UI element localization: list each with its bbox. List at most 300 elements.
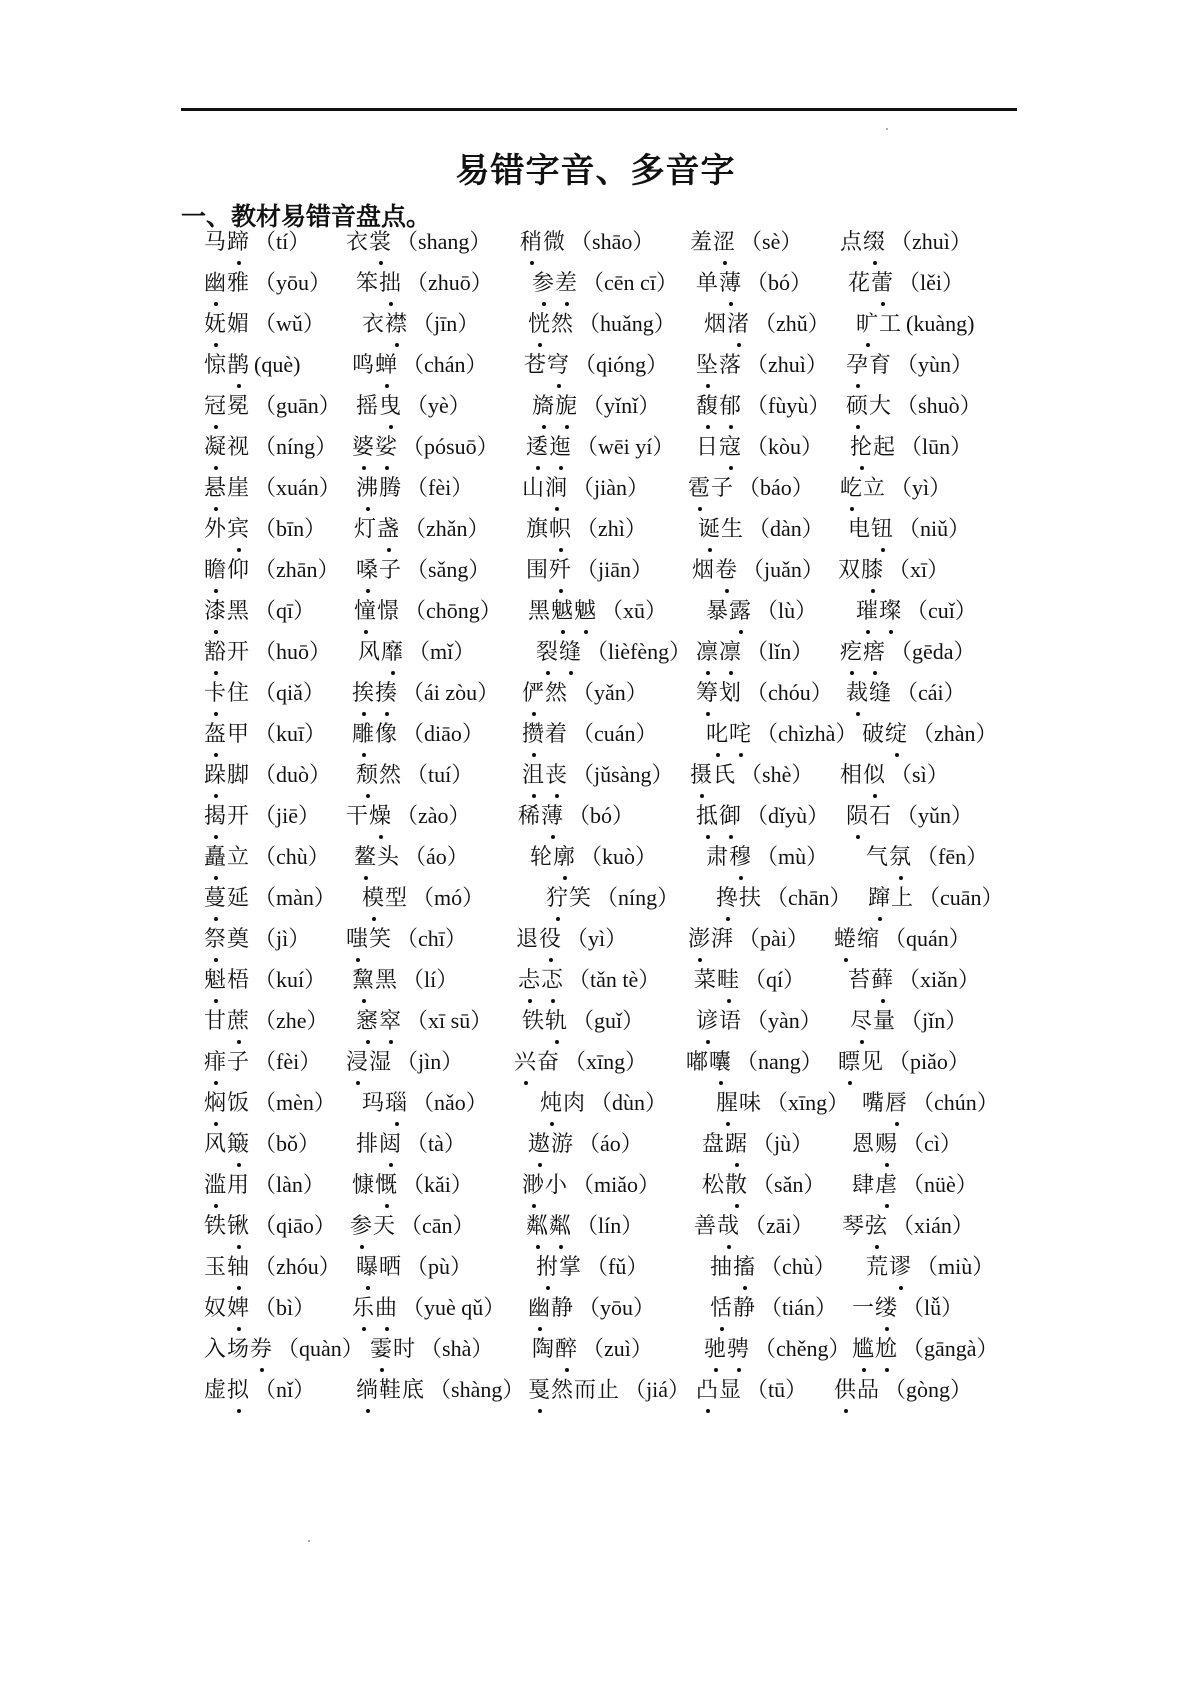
emphasis-dot-char: 痱	[204, 1048, 227, 1078]
emphasis-dot-char: 燥	[369, 802, 392, 832]
vocab-word	[356, 1378, 425, 1403]
vocab-pinyin: （mǐ）	[408, 639, 476, 664]
vocab-item	[856, 309, 974, 340]
vocab-word	[852, 1337, 898, 1362]
vocab-pinyin: （shāo）	[570, 229, 655, 254]
emphasis-dot-char: 御	[719, 802, 742, 832]
emphasis-dot-char: 参	[532, 269, 555, 299]
word-char: 惊	[204, 353, 228, 378]
word-char: 鞋	[379, 1378, 403, 1403]
vocab-pinyin: （xīng）	[766, 1090, 850, 1115]
vocab-item	[352, 678, 499, 709]
vocab-item	[536, 637, 691, 668]
emphasis-dot-char: 璀	[856, 597, 879, 627]
vocab-word	[204, 1009, 250, 1034]
vocab-row	[0, 309, 1191, 349]
vocab-pinyin: （dùn）	[590, 1090, 668, 1115]
emphasis-dot-char: 颓	[356, 761, 379, 791]
vocab-item	[354, 514, 490, 545]
vocab-item	[716, 883, 852, 914]
vocab-word	[352, 681, 398, 706]
vocab-item	[528, 1129, 643, 1160]
emphasis-dot-char: 鳌	[354, 843, 377, 873]
vocab-pinyin: （kǎi）	[402, 1172, 473, 1197]
vocab-pinyin: （kòu）	[746, 434, 824, 459]
emphasis-dot-char: 尴	[852, 1335, 875, 1365]
vocab-pinyin: （yǐnǐ）	[582, 393, 661, 418]
word-char: 虚	[204, 1378, 228, 1403]
vocab-item	[848, 268, 964, 299]
vocab-pinyin: （xiǎn）	[898, 967, 980, 992]
emphasis-dot-char: 渚	[727, 310, 750, 340]
vocab-word	[840, 230, 886, 255]
emphasis-dot-char: 郁	[719, 392, 742, 422]
emphasis-dot-char: 拊	[536, 1253, 559, 1283]
word-char: 量	[873, 1009, 897, 1034]
vocab-row	[0, 719, 1191, 759]
word-char: 琴	[842, 1214, 866, 1239]
vocab-item	[704, 1334, 851, 1365]
emphasis-dot-char: 蜷	[834, 925, 857, 955]
word-char: 落	[719, 353, 743, 378]
emphasis-dot-char: 幽	[528, 1294, 551, 1324]
vocab-word	[204, 517, 250, 542]
emphasis-dot-char: 唇	[885, 1089, 908, 1119]
vocab-word	[866, 1255, 912, 1280]
emphasis-dot-char: 粼	[526, 1212, 549, 1242]
emphasis-dot-char: 硕	[846, 392, 869, 422]
vocab-row	[0, 1334, 1191, 1374]
emphasis-dot-char: 闼	[379, 1130, 402, 1160]
vocab-word	[840, 763, 886, 788]
vocab-word	[846, 394, 892, 419]
vocab-pinyin: （lǚ）	[902, 1295, 964, 1320]
vocab-pinyin: （zhóu）	[254, 1254, 341, 1279]
word-char: 陶	[532, 1337, 556, 1362]
vocab-pinyin: （yùn）	[896, 352, 974, 377]
vocab-row	[0, 760, 1191, 800]
vocab-pinyin: （màn）	[254, 885, 336, 910]
emphasis-dot-char: 嗓	[356, 556, 379, 586]
vocab-word	[838, 1050, 884, 1075]
word-char: 灯	[354, 517, 378, 542]
vocab-word	[522, 1009, 568, 1034]
vocab-item	[526, 514, 647, 545]
word-char: 恩	[852, 1132, 876, 1157]
vocab-item	[362, 309, 479, 340]
emphasis-dot-char: 虐	[875, 1171, 898, 1201]
vocab-pinyin: （zhǎn）	[404, 516, 490, 541]
vocab-word	[846, 804, 892, 829]
vocab-item	[356, 268, 493, 299]
vocab-pinyin: （guān）	[254, 393, 341, 418]
vocab-item	[706, 596, 817, 627]
vocab-pinyin: （shàng）	[429, 1377, 525, 1402]
word-char: 排	[356, 1132, 380, 1157]
vocab-word	[530, 845, 576, 870]
vocab-pinyin: （fèi）	[254, 1049, 322, 1074]
vocab-word	[694, 1214, 740, 1239]
vocab-item	[834, 1375, 972, 1406]
vocab-pinyin: （bó）	[568, 803, 635, 828]
vocab-word	[716, 1091, 762, 1116]
vocab-pinyin: （chù）	[254, 844, 330, 869]
word-char: 黑	[375, 968, 399, 993]
vocab-pinyin: （zhuì）	[746, 352, 828, 377]
emphasis-dot-char: 蹄	[227, 228, 250, 258]
emphasis-dot-char: 娑	[375, 433, 398, 463]
vocab-pinyin: （huō）	[254, 639, 332, 664]
vocab-word	[346, 927, 392, 952]
vocab-word	[204, 312, 250, 337]
emphasis-dot-char: 丧	[545, 761, 568, 791]
emphasis-dot-char: 赐	[875, 1130, 898, 1160]
word-char: 花	[848, 271, 872, 296]
vocab-pinyin: （xī）	[888, 557, 950, 582]
emphasis-dot-char: 涩	[713, 228, 736, 258]
vocab-item	[522, 678, 648, 709]
vocab-row	[0, 1170, 1191, 1210]
word-char: 用	[227, 1173, 251, 1198]
vocab-item	[688, 924, 809, 955]
vocab-word	[688, 476, 734, 501]
vocab-word	[204, 927, 250, 952]
vocab-item	[528, 1375, 690, 1406]
word-char: 仰	[227, 558, 251, 583]
word-char: 然	[379, 763, 403, 788]
vocab-word	[526, 517, 572, 542]
word-char: 铁	[204, 1214, 228, 1239]
vocab-pinyin: （chóu）	[746, 680, 833, 705]
vocab-pinyin: （bì）	[254, 1295, 316, 1320]
vocab-pinyin: （yè）	[406, 393, 471, 418]
vocab-item	[698, 514, 824, 545]
vocab-word	[846, 353, 892, 378]
vocab-pinyin: （nüè）	[902, 1172, 978, 1197]
vocab-word	[540, 1091, 586, 1116]
vocab-pinyin: （sè）	[740, 229, 803, 254]
vocab-word	[528, 1132, 574, 1157]
vocab-item	[356, 1252, 472, 1283]
emphasis-dot-char: 钮	[871, 515, 894, 545]
word-char: 子	[379, 558, 403, 583]
vocab-word	[696, 271, 742, 296]
vocab-item	[540, 1088, 667, 1119]
vocab-pinyin: （bǒ）	[254, 1131, 321, 1156]
vocab-item	[204, 719, 326, 750]
vocab-item	[204, 309, 325, 340]
vocab-item	[356, 1375, 524, 1406]
vocab-pinyin: （jìn）	[396, 1049, 464, 1074]
vocab-pinyin: （juǎn）	[742, 557, 824, 582]
vocab-pinyin: （chìzhà）	[756, 721, 858, 746]
vocab-word	[532, 394, 578, 419]
emphasis-dot-char: 炖	[540, 1089, 563, 1119]
vocab-word	[522, 763, 568, 788]
word-char: 像	[375, 722, 399, 747]
word-char: 味	[739, 1091, 763, 1116]
emphasis-dot-char: 屹	[840, 474, 863, 504]
vocab-word	[204, 1173, 250, 1198]
emphasis-dot-char: 曳	[379, 392, 402, 422]
vocab-item	[204, 1375, 315, 1406]
emphasis-dot-char: 揍	[375, 679, 398, 709]
vocab-word	[356, 1255, 402, 1280]
vocab-pinyin: （ái zòu）	[402, 680, 500, 705]
vocab-pinyin: （mèn）	[254, 1090, 336, 1115]
vocab-pinyin: （fēn）	[916, 844, 989, 869]
emphasis-dot-char: 廓	[553, 843, 576, 873]
vocab-word	[352, 435, 398, 460]
vocab-word	[204, 435, 250, 460]
emphasis-dot-char: 孕	[846, 351, 869, 381]
word-char: 延	[227, 886, 251, 911]
word-char: 品	[857, 1378, 881, 1403]
word-char: 甘	[204, 1009, 228, 1034]
vocab-pinyin: （yì）	[890, 475, 952, 500]
vocab-pinyin: （quán）	[884, 926, 971, 951]
vocab-row	[0, 965, 1191, 1005]
emphasis-dot-char: 哉	[717, 1212, 740, 1242]
emphasis-dot-char: 凸	[696, 1376, 719, 1406]
word-char: 湿	[369, 1050, 393, 1075]
vocab-item	[692, 555, 824, 586]
vocab-pinyin: （cái）	[896, 680, 966, 705]
emphasis-dot-char: 锹	[227, 1212, 250, 1242]
vocab-item	[688, 473, 814, 504]
word-char: 晒	[379, 1255, 403, 1280]
word-char: 静	[733, 1296, 757, 1321]
emphasis-dot-char: 薄	[541, 802, 564, 832]
vocab-word	[696, 435, 742, 460]
vocab-word	[690, 763, 736, 788]
emphasis-dot-char: 粼	[549, 1212, 572, 1242]
vocab-word	[704, 1337, 750, 1362]
emphasis-dot-char: 宾	[227, 515, 250, 545]
vocab-word	[356, 763, 402, 788]
vocab-item	[528, 1293, 655, 1324]
vocab-row	[0, 268, 1191, 308]
vocab-item	[204, 596, 315, 627]
vocab-item	[526, 432, 674, 463]
word-char: 山	[522, 476, 546, 501]
vocab-pinyin: （shè）	[740, 762, 814, 787]
word-char: 风	[204, 1132, 228, 1157]
vocab-pinyin: （pù）	[406, 1254, 473, 1279]
vocab-pinyin: （zuì）	[582, 1336, 653, 1361]
emphasis-dot-char: 攒	[522, 720, 545, 750]
vocab-word	[532, 271, 578, 296]
word-char: 衣	[362, 312, 386, 337]
emphasis-dot-char: 沸	[356, 474, 379, 504]
vocab-word	[704, 312, 750, 337]
vocab-item	[204, 760, 331, 791]
vocab-item	[522, 719, 658, 750]
vocab-pinyin: （guǐ）	[572, 1008, 645, 1033]
vocab-item	[522, 473, 649, 504]
word-char: 日	[696, 435, 720, 460]
vocab-item	[204, 1211, 336, 1242]
emphasis-dot-char: 筹	[696, 679, 719, 709]
vocab-item	[704, 309, 830, 340]
vocab-pinyin: （yōu）	[578, 1295, 656, 1320]
vocab-item	[710, 1293, 837, 1324]
vocab-item	[840, 473, 951, 504]
vocab-word	[866, 845, 912, 870]
word-char: 脚	[227, 763, 251, 788]
vocab-word	[696, 804, 742, 829]
vocab-item	[352, 1293, 505, 1324]
emphasis-dot-char: 兴	[514, 1048, 537, 1078]
vocab-item	[532, 391, 660, 422]
vocab-item	[696, 1006, 822, 1037]
vocab-row	[0, 1047, 1191, 1087]
vocab-pinyin: （qiāo）	[254, 1213, 336, 1238]
vocab-word	[706, 722, 752, 747]
vocab-item	[852, 1129, 962, 1160]
vocab-item	[352, 719, 484, 750]
vocab-word	[528, 599, 597, 624]
word-char: 干	[346, 804, 370, 829]
vocab-pinyin: （yàn）	[746, 1008, 822, 1033]
vocab-pinyin: （sǎng）	[406, 557, 491, 582]
vocab-word	[204, 271, 250, 296]
vocab-word	[356, 271, 402, 296]
vocab-pinyin: （tū）	[746, 1377, 808, 1402]
vocab-row	[0, 1293, 1191, 1333]
vocab-item	[356, 391, 471, 422]
vocab-row	[0, 1211, 1191, 1251]
vocab-item	[862, 719, 998, 750]
emphasis-dot-char: 忑	[541, 966, 564, 996]
vocab-row	[0, 596, 1191, 636]
vocab-item	[532, 268, 678, 299]
vocab-item	[514, 1047, 647, 1078]
vocab-item	[524, 350, 668, 381]
word-char: 划	[719, 681, 743, 706]
vocab-item	[204, 391, 341, 422]
vocab-item	[852, 1170, 978, 1201]
vocab-item	[204, 227, 310, 258]
vocab-pinyin: （chún）	[912, 1090, 999, 1115]
vocab-item	[690, 227, 802, 258]
vocab-pinyin: （jiān）	[576, 557, 654, 582]
vocab-item	[352, 432, 499, 463]
vocab-item	[520, 227, 654, 258]
vocab-pinyin: （shang）	[396, 229, 492, 254]
vocab-word	[204, 1132, 250, 1157]
word-char: 肃	[706, 845, 730, 870]
emphasis-dot-char: 盏	[377, 515, 400, 545]
vocab-pinyin: （zhì）	[576, 516, 647, 541]
word-char: 笑	[369, 927, 393, 952]
word-char: 奴	[204, 1296, 228, 1321]
word-char: 石	[869, 804, 893, 829]
vocab-pinyin: （cēn cī）	[582, 270, 678, 295]
vocab-word	[856, 599, 902, 624]
vocab-pinyin: （xū）	[601, 598, 668, 623]
vocab-item	[526, 555, 653, 586]
vocab-item	[204, 1006, 329, 1037]
emphasis-dot-char: 谬	[889, 1253, 912, 1283]
vocab-pinyin: （xī sū）	[406, 1008, 493, 1033]
word-char: 时	[393, 1337, 417, 1362]
vocab-pinyin: （fùyù）	[746, 393, 831, 418]
emphasis-dot-char: 券	[250, 1335, 273, 1365]
vocab-word	[840, 476, 886, 501]
vocab-word	[522, 722, 568, 747]
vocab-item	[706, 842, 828, 873]
vocab-item	[356, 1129, 466, 1160]
vocab-row	[0, 1252, 1191, 1292]
vocab-item	[546, 883, 679, 914]
vocab-word	[848, 517, 894, 542]
vocab-pinyin: （tà）	[406, 1131, 466, 1156]
vocab-pinyin: （báo）	[738, 475, 814, 500]
vocab-pinyin: （tuí）	[406, 762, 474, 787]
vocab-word	[546, 886, 592, 911]
vocab-item	[516, 924, 627, 955]
vocab-pinyin: （fǔ）	[586, 1254, 649, 1279]
vocab-row	[0, 637, 1191, 677]
vocab-pinyin: （tián）	[760, 1295, 838, 1320]
vocab-item	[852, 1334, 999, 1365]
vocab-item	[716, 1088, 849, 1119]
word-char: 肉	[563, 1091, 587, 1116]
vocab-pinyin: （duò）	[254, 762, 332, 787]
vocab-pinyin: （huǎng）	[578, 311, 676, 336]
vocab-word	[862, 1091, 908, 1116]
emphasis-dot-char: 揭	[204, 802, 227, 832]
vocab-item	[356, 1006, 492, 1037]
word-char: 单	[696, 271, 720, 296]
vocab-word	[536, 640, 582, 665]
word-char: 然	[551, 312, 575, 337]
vocab-item	[696, 391, 830, 422]
vocab-word	[692, 558, 738, 583]
vocab-pinyin: （jù）	[752, 1131, 814, 1156]
emphasis-dot-char: 拙	[379, 269, 402, 299]
vocab-item	[204, 883, 336, 914]
vocab-pinyin: （wēi yí）	[576, 434, 675, 459]
vocab-item	[204, 514, 326, 545]
vocab-word	[846, 681, 892, 706]
word-char: 抽	[710, 1255, 734, 1280]
emphasis-dot-char: 襟	[385, 310, 408, 340]
vocab-item	[702, 1129, 813, 1160]
vocab-pinyin: （zhuō）	[406, 270, 493, 295]
vocab-pinyin: （tǎn tè）	[568, 967, 661, 992]
vocab-item	[696, 432, 823, 463]
vocab-pinyin: （yǎn）	[572, 680, 648, 705]
emphasis-dot-char: 藓	[871, 966, 894, 996]
emphasis-dot-char: 坠	[696, 351, 719, 381]
vocab-word	[696, 1009, 742, 1034]
vocab-word	[518, 968, 564, 993]
vocab-row	[0, 924, 1191, 964]
vocab-pinyin: （nǐ）	[254, 1377, 316, 1402]
emphasis-dot-char: 嗤	[346, 925, 369, 955]
emphasis-dot-char: 窣	[379, 1007, 402, 1037]
vocab-word	[352, 968, 398, 993]
emphasis-dot-char: 狞	[546, 884, 569, 914]
vocab-item	[848, 965, 980, 996]
vocab-pinyin: （chān）	[766, 885, 852, 910]
vocab-pinyin: （bó）	[746, 270, 813, 295]
vocab-item	[850, 1006, 967, 1037]
word-char: 见	[861, 1050, 885, 1075]
emphasis-dot-char: 瞻	[204, 556, 227, 586]
